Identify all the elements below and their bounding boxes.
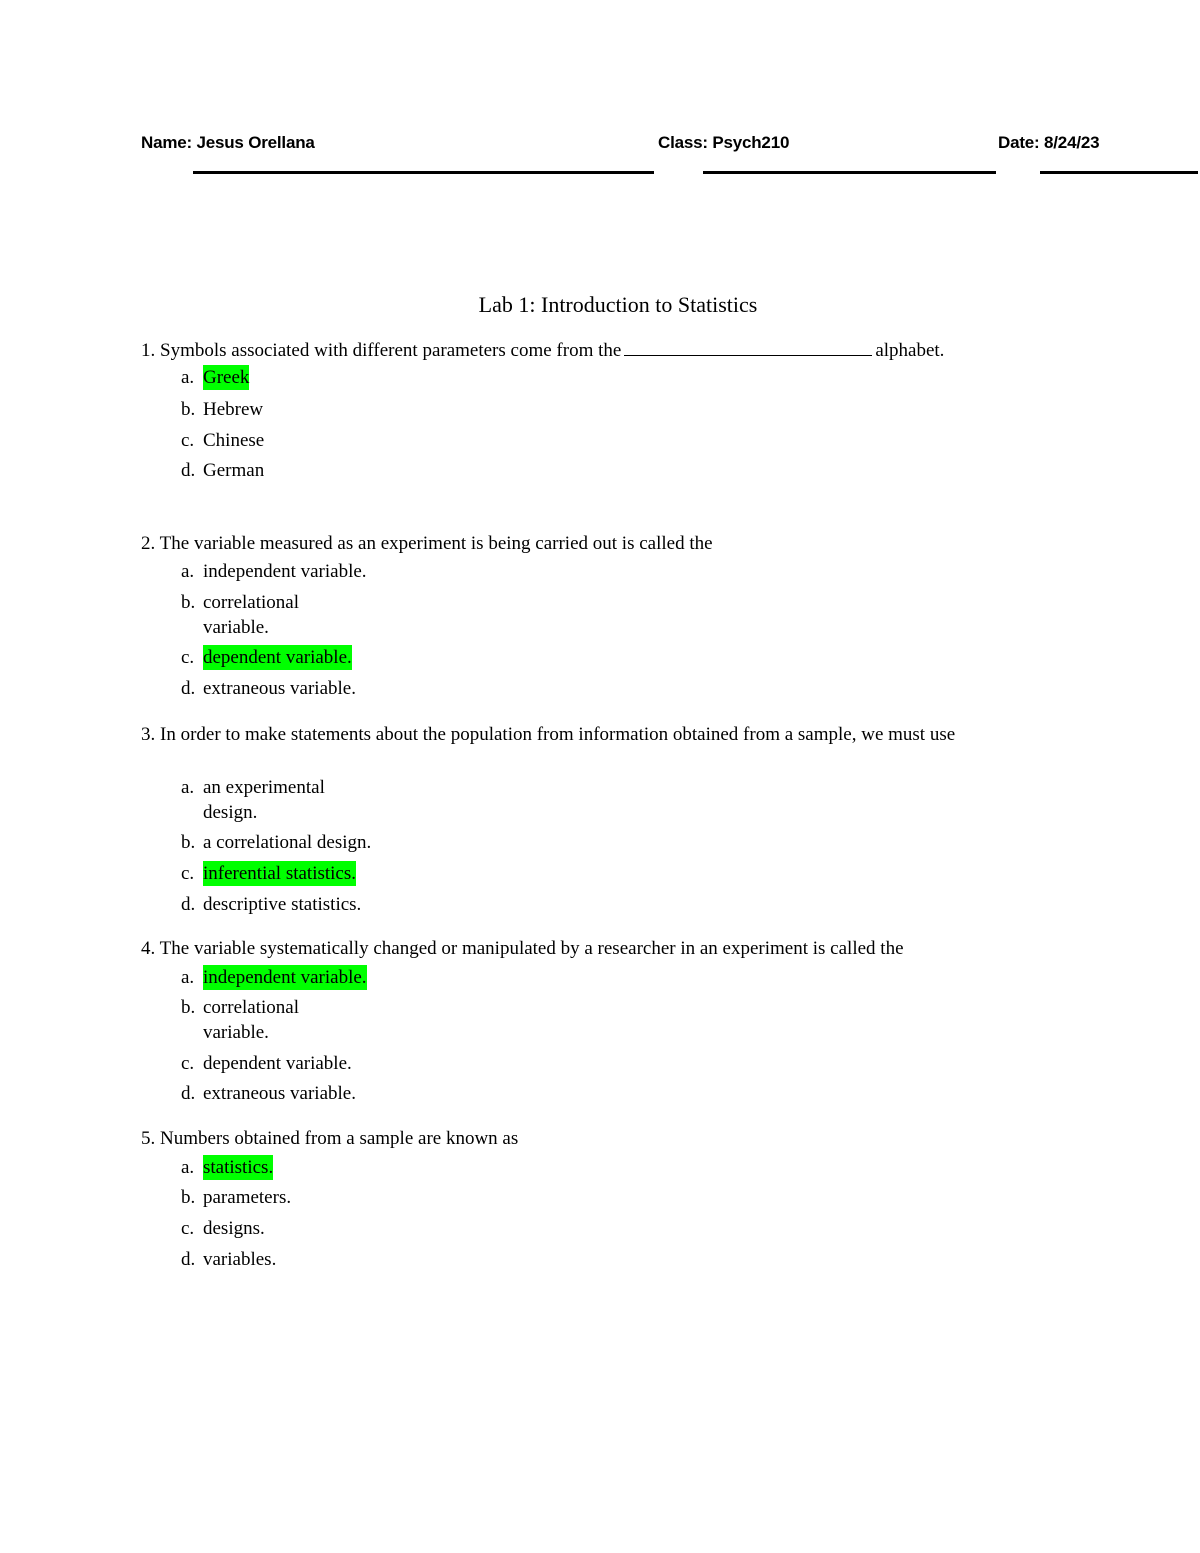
question-1: [141, 338, 1041, 363]
question-1-text: 1. Symbols associated with different parameters come from the: [141, 340, 622, 361]
page-title: Lab 1: Introduction to Statistics: [478, 292, 758, 317]
q1-option-a: a. Greek: [181, 367, 250, 388]
q4-option-b: b. correlational variable.: [181, 995, 333, 1045]
option-text: Hebrew: [203, 399, 264, 420]
class-underline: [703, 171, 996, 174]
option-text: variables.: [203, 1249, 277, 1270]
q5-option-d: d. variables.: [181, 1249, 277, 1270]
option-text: descriptive statistics.: [203, 894, 362, 915]
option-text: independent variable.: [203, 561, 367, 582]
q3-option-d: d. descriptive statistics.: [181, 894, 362, 915]
q4-option-d: d. extraneous variable.: [181, 1083, 356, 1104]
q2-option-c: c. dependent variable.: [181, 647, 352, 668]
q2-option-d: d. extraneous variable.: [181, 678, 356, 699]
q3-option-b: b. a correlational design.: [181, 832, 372, 853]
class-label: Class: Psych210: [658, 133, 790, 152]
fill-in-blank: [624, 338, 872, 356]
option-text: correlational variable.: [203, 997, 300, 1043]
q5-option-b: b. parameters.: [181, 1187, 292, 1208]
name-label: Name: Jesus Orellana: [141, 133, 315, 152]
q1-option-d: d. German: [181, 460, 265, 481]
option-text: Chinese: [203, 430, 265, 451]
option-text: correlational variable.: [203, 592, 300, 638]
q4-option-a: a. independent variable.: [181, 967, 367, 988]
question-5: 5. Numbers obtained from a sample are known as: [141, 1128, 519, 1149]
q1-option-c: c. Chinese: [181, 430, 265, 451]
option-text: extraneous variable.: [203, 1083, 356, 1104]
question-3: 3. In order to make statements about the population from information obtained from a sample, we must use: [141, 724, 956, 745]
name-underline: [193, 171, 654, 174]
date-label: Date: 8/24/23: [998, 133, 1100, 152]
option-text: dependent variable.: [203, 647, 352, 668]
option-text: independent variable.: [203, 967, 367, 988]
q1-option-b: b. Hebrew: [181, 399, 264, 420]
q3-option-a: a. an experimental design.: [181, 775, 333, 825]
date-underline: [1040, 171, 1198, 174]
option-text: dependent variable.: [203, 1053, 352, 1074]
option-text: designs.: [203, 1218, 265, 1239]
option-text: an experimental design.: [203, 777, 325, 823]
q4-option-c: c. dependent variable.: [181, 1053, 352, 1074]
question-2: 2. The variable measured as an experiment is being carried out is called the: [141, 533, 713, 554]
option-text: Greek: [203, 367, 250, 388]
option-text: parameters.: [203, 1187, 292, 1208]
question-1-text-after: alphabet.: [875, 340, 945, 361]
option-text: statistics.: [203, 1157, 274, 1178]
q5-option-c: c. designs.: [181, 1218, 265, 1239]
q2-option-b: b. correlational variable.: [181, 590, 333, 640]
question-4: 4. The variable systematically changed or manipulated by a researcher in an experiment is called the: [141, 938, 904, 959]
option-text: German: [203, 460, 265, 481]
q2-option-a: a. independent variable.: [181, 561, 367, 582]
option-text: inferential statistics.: [203, 863, 357, 884]
option-text: extraneous variable.: [203, 678, 356, 699]
q5-option-a: a. statistics.: [181, 1157, 274, 1178]
option-text: a correlational design.: [203, 832, 372, 853]
q3-option-c: c. inferential statistics.: [181, 863, 357, 884]
